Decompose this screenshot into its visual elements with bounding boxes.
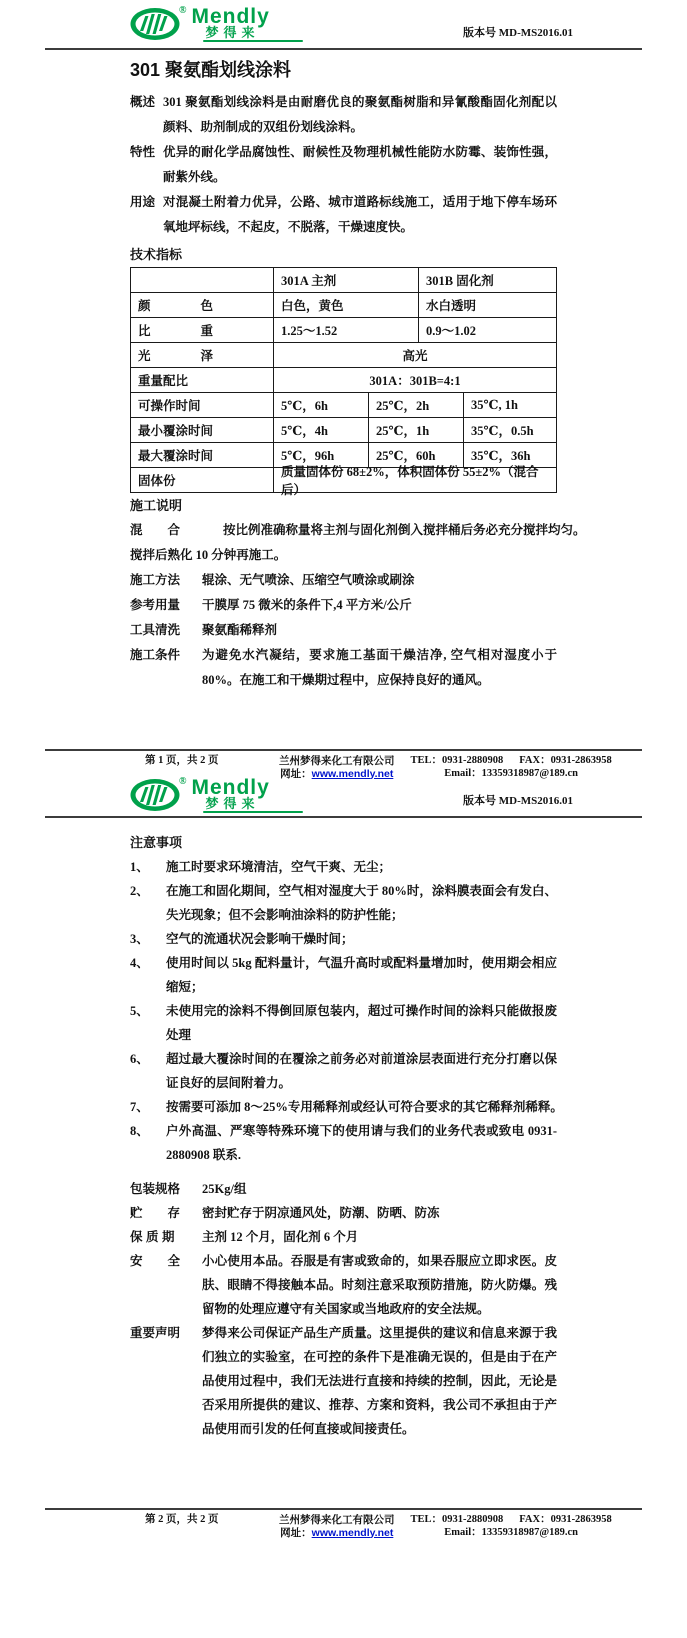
- usage-section: [130, 190, 557, 240]
- condition-section: [130, 643, 557, 693]
- note-number: 1、: [130, 860, 149, 874]
- method-label: 施工方法: [130, 573, 181, 587]
- brand-name-en: Mendly: [191, 5, 270, 28]
- overview-section: [130, 90, 557, 140]
- brand-name-cn: 梦得来: [205, 25, 260, 40]
- tech-specs-table: [130, 267, 557, 497]
- tel-label: TEL：0931-2880908: [410, 755, 504, 766]
- dosage-text: 干膜厚 75 微米的条件下,4 平方米/公斤: [202, 598, 412, 612]
- table-cell: 0.9～1.02: [418, 318, 556, 342]
- note-text: 在施工和固化期间，空气相对湿度大于 80%时，涂料膜表面会有发白、失光现象；但不会影响油涂料的防护性能；: [166, 884, 557, 922]
- website-label: 网址：: [280, 767, 312, 780]
- safety-section: [130, 1249, 557, 1321]
- brand-wordmark: [191, 778, 303, 813]
- product-info-list: [130, 1177, 557, 1441]
- table-cell: 最大覆涂时间: [138, 449, 214, 463]
- table-row-gloss: [131, 343, 556, 368]
- tel-label: TEL：0931-2880908: [410, 1514, 504, 1525]
- brand-underline: [203, 40, 303, 42]
- table-cell: 比 重: [138, 324, 214, 338]
- table-cell: 5℃，4h: [273, 418, 368, 442]
- fax-label: FAX：0931-2863958: [519, 755, 612, 766]
- mixing-label: 混 合: [130, 523, 181, 537]
- registered-mark: ®: [179, 5, 187, 16]
- note-item: [130, 1047, 557, 1095]
- note-text: 空气的流通状况会影响干燥时间；: [166, 932, 354, 946]
- table-cell: 重量配比: [138, 374, 189, 388]
- note-text: 超过最大覆涂时间的在覆涂之前务必对前道涂层表面进行充分打磨以保证良好的层间附着力。: [166, 1052, 557, 1090]
- email-label: Email：13359318987@189.cn: [444, 1526, 579, 1538]
- dosage-label: 参考用量: [130, 598, 181, 612]
- storage-text: 密封贮存于阴凉通风处，防潮、防晒、防冻: [202, 1206, 440, 1220]
- note-item: [130, 1119, 557, 1167]
- features-label: 特性: [130, 145, 156, 159]
- shelf-life-label: 保 质 期: [130, 1230, 175, 1244]
- table-cell: 35℃，36h: [463, 443, 556, 467]
- note-number: 8、: [130, 1124, 149, 1138]
- version-label: 版本号 MD-MS2016.01: [463, 27, 573, 39]
- table-cell: 35℃, 1h: [463, 393, 556, 417]
- note-text: 按需要可添加 8～25%专用稀释剂或经认可符合要求的其它稀释剂稀释。: [166, 1100, 563, 1114]
- table-cell: 1.25～1.52: [273, 318, 418, 342]
- cleaning-label: 工具清洗: [130, 623, 181, 637]
- notes-heading: 注意事项: [130, 835, 183, 850]
- mixing-section: [130, 518, 586, 543]
- storage-section: [130, 1201, 557, 1225]
- table-cell: 5℃，96h: [273, 443, 368, 467]
- method-text: 辊涂、无气喷涂、压缩空气喷涂或刷涂: [202, 573, 415, 587]
- mendly-logo-icon: [130, 7, 182, 41]
- note-text: 使用时间以 5kg 配料量计，气温升高时或配料量增加时，使用期会相应缩短；: [166, 956, 557, 994]
- table-cell: 25℃，2h: [368, 393, 463, 417]
- notes-list: [130, 855, 563, 1167]
- table-cell: 质量固体份 68±2%，体积固体份 55±2%（混合后）: [273, 468, 556, 492]
- features-text: 优异的耐化学品腐蚀性、耐候性及物理机械性能防水防霉、装饰性强，耐紫外线。: [163, 145, 557, 184]
- table-cell: 最小覆涂时间: [138, 424, 214, 438]
- page2-header: [130, 778, 573, 816]
- table-row-header: [131, 268, 556, 293]
- table-row-potlife: [131, 393, 556, 418]
- table-cell: 颜 色: [138, 299, 214, 313]
- packing-section: [130, 1177, 557, 1201]
- note-number: 2、: [130, 884, 149, 898]
- note-number: 7、: [130, 1100, 149, 1114]
- page-title: 301 聚氨酯划线涂料: [130, 60, 292, 80]
- table-cell: 301A：301B=4:1: [273, 368, 556, 392]
- shelf-life-text: 主剂 12 个月，固化剂 6 个月: [202, 1230, 359, 1244]
- tech-specs-heading: 技术指标: [130, 247, 183, 262]
- note-item: [130, 855, 557, 879]
- table-cell: 水白透明: [418, 293, 556, 317]
- note-number: 3、: [130, 932, 149, 946]
- note-item: [130, 1095, 563, 1119]
- website-link[interactable]: www.mendly.net: [311, 1526, 394, 1539]
- features-section: [130, 140, 557, 190]
- table-cell: 可操作时间: [138, 399, 201, 413]
- table-row-solids: [131, 465, 556, 497]
- overview-text: 301 聚氨酯划线涂料是由耐磨优良的聚氨酯树脂和异氰酸酯固化剂配以颜料、助剂制成的双组份划线涂料。: [163, 95, 557, 134]
- header-rule: [45, 48, 642, 50]
- note-number: 5、: [130, 1004, 149, 1018]
- page1-footer: [0, 749, 687, 780]
- table-cell: 高光: [273, 343, 556, 367]
- website-label: 网址：: [280, 1526, 312, 1539]
- note-item: [130, 951, 557, 999]
- table-cell: 固体份: [138, 474, 176, 488]
- table-row-ratio: [131, 368, 556, 393]
- table-cell: 301A 主剂: [273, 268, 418, 292]
- mendly-logo-icon: [130, 778, 182, 812]
- cleaning-text: 聚氨酯稀释剂: [202, 623, 278, 637]
- company-name: 兰州梦得来化工有限公司: [279, 1514, 395, 1526]
- note-text: 未使用完的涂料不得倒回原包装内，超过可操作时间的涂料只能做报废处理: [166, 1004, 557, 1042]
- note-text: 户外高温、严寒等特殊环境下的使用请与我们的业务代表或致电 0931-2880908 联系.: [166, 1124, 557, 1162]
- table-cell: 25℃，60h: [368, 443, 463, 467]
- condition-label: 施工条件: [130, 648, 181, 662]
- table-cell: [131, 268, 273, 292]
- website-link[interactable]: www.mendly.net: [311, 767, 394, 780]
- brand-name-cn: 梦得来: [205, 796, 260, 811]
- page-number: 第 2 页，共 2 页: [145, 1514, 219, 1525]
- brand-name-en: Mendly: [191, 776, 270, 799]
- table-cell: 301B 固化剂: [418, 268, 556, 292]
- construction-heading: 施工说明: [130, 498, 183, 513]
- footer-rule: [45, 1508, 642, 1510]
- company-name: 兰州梦得来化工有限公司: [279, 755, 395, 767]
- packing-text: 25Kg/组: [202, 1182, 247, 1196]
- shelf-life-section: [130, 1225, 557, 1249]
- statement-label: 重要声明: [130, 1326, 181, 1340]
- table-row-color: [131, 293, 556, 318]
- mixing-text-2: 搅拌后熟化 10 分钟再施工。: [130, 548, 287, 562]
- table-cell: 25℃，1h: [368, 418, 463, 442]
- mixing-text: 按比例准确称量将主剂与固化剂倒入搅拌桶后务必充分搅拌均匀。: [223, 523, 586, 537]
- fax-label: FAX：0931-2863958: [519, 1514, 612, 1525]
- table-cell: 光 泽: [138, 349, 214, 363]
- brand-wordmark: [191, 7, 303, 42]
- cleaning-section: [130, 618, 557, 643]
- table-cell: 35℃，0.5h: [463, 418, 556, 442]
- statement-text: 梦得来公司保证产品生产质量。这里提供的建议和信息来源于我们独立的实验室，在可控的条件下是准确无误的，但是由于在产品使用过程中，我们无法进行直接和持续的控制，因此，无论是否采用所提供的建议、推荐、方案和资料，我公司不承担由于产品使用而引发的任何直接或间接责任。: [202, 1326, 557, 1436]
- note-item: [130, 999, 557, 1047]
- note-item: [130, 927, 557, 951]
- note-text: 施工时要求环境清洁，空气干爽、无尘；: [166, 860, 392, 874]
- method-section: [130, 568, 557, 593]
- header-rule: [45, 816, 642, 818]
- table-row-min-recoat: [131, 418, 556, 443]
- page-number: 第 1 页，共 2 页: [145, 755, 219, 766]
- usage-label: 用途: [130, 195, 156, 209]
- registered-mark: ®: [179, 776, 187, 787]
- footer-rule: [45, 749, 642, 751]
- table-cell: 白色，黄色: [273, 293, 418, 317]
- table-cell: 5℃，6h: [273, 393, 368, 417]
- version-label: 版本号 MD-MS2016.01: [463, 795, 573, 807]
- statement-section: [130, 1321, 557, 1441]
- note-number: 4、: [130, 956, 149, 970]
- table-row-density: [131, 318, 556, 343]
- page2-footer: [0, 1508, 687, 1539]
- brand-underline: [203, 811, 303, 813]
- note-item: [130, 879, 557, 927]
- condition-text: 为避免水汽凝结，要求施工基面干燥洁净, 空气相对湿度小于 80%。在施工和干燥期过程中，应保持良好的通风。: [202, 648, 557, 687]
- dosage-section: [130, 593, 557, 618]
- packing-label: 包装规格: [130, 1182, 181, 1196]
- overview-label: 概述: [130, 95, 156, 109]
- usage-text: 对混凝土附着力优异，公路、城市道路标线施工，适用于地下停车场环氧地坪标线，不起皮，不脱落，干燥速度快。: [163, 195, 557, 234]
- safety-label: 安 全: [130, 1254, 181, 1268]
- storage-label: 贮 存: [130, 1206, 181, 1220]
- safety-text: 小心使用本品。吞服是有害或致命的，如果吞服应立即求医。皮肤、眼睛不得接触本品。时刻注意采取预防措施，防火防爆。残留物的处理应遵守有关国家或当地政府的安全法规。: [202, 1254, 557, 1316]
- email-label: Email：13359318987@189.cn: [444, 767, 579, 779]
- note-number: 6、: [130, 1052, 149, 1066]
- page1-header: [130, 7, 573, 48]
